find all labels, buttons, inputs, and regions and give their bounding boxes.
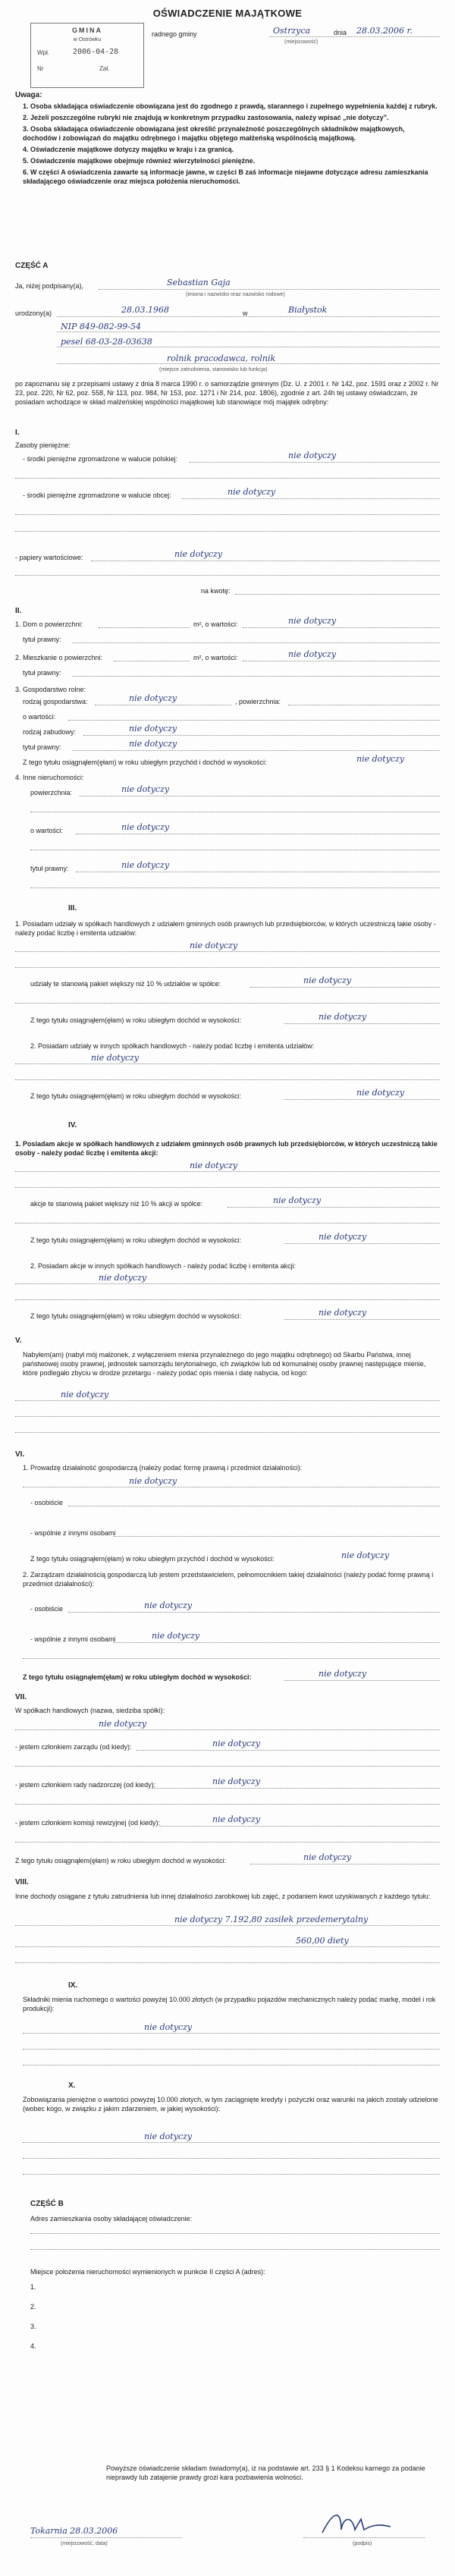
place-date-value: Tokarnia 28.03.2006 — [30, 2526, 118, 2536]
house-label: 1. Dom o powierzchni: — [15, 620, 83, 628]
location-item: 1. — [30, 2283, 36, 2291]
s3-value: nie dotyczy — [190, 941, 238, 950]
born-value: 28.03.1968 — [121, 305, 169, 315]
s7-supervisory-value: nie dotyczy — [212, 1776, 261, 1786]
pln-label: - środki pieniężne zgromadzone w walucie polskiej: — [23, 455, 178, 463]
section-9-num: IX. — [68, 1981, 78, 1990]
s7-supervisory-label: - jestem członkiem rady nadzorczej (od kiedy): — [15, 1781, 156, 1789]
signer-label: Ja, niżej podpisany(a), — [15, 282, 84, 290]
farm-area-label: , powierzchnia: — [235, 698, 281, 705]
other-label: 4. Inne nieruchomości: — [15, 774, 84, 781]
address-label: Adres zamieszkania osoby składającej oświadczenie: — [30, 2215, 193, 2223]
section-8-num: VIII. — [15, 1878, 29, 1886]
farm-label: 3. Gospodarstwo rolne: — [15, 686, 86, 693]
s3-income-label: Z tego tytułu osiągnąłem(ęłam) w roku ubiegłym dochód w wysokości: — [30, 1016, 242, 1024]
s3-other-value: nie dotyczy — [91, 1053, 140, 1063]
farm-build-label: rodzaj zabudowy: — [23, 728, 77, 736]
stamp-annex-label: Zał. — [99, 65, 110, 72]
signature-caption: (podpis) — [353, 2541, 372, 2546]
s4-other-value: nie dotyczy — [99, 1273, 147, 1283]
s5-value: nie dotyczy — [61, 1390, 109, 1400]
nip-value: NIP 849-082-99-54 — [61, 322, 142, 331]
location-item: 2. — [30, 2303, 36, 2311]
section-2-num: II. — [15, 607, 22, 615]
location-item: 3. — [30, 2323, 36, 2330]
section-6-num: VI. — [15, 1450, 25, 1459]
employer-caption: (miejsce zatrudnienia, stanowisko lub funkcja) — [159, 367, 268, 372]
s7-company-value: nie dotyczy — [99, 1719, 147, 1729]
s6-manage-label: 2. Zarządzam działalnością gospodarczą lub jestem przedstawicielem, pełnomocnikiem takiej działalności (należy podać formę prawną i przedmiot działalności): — [23, 1571, 434, 1588]
s3-income-value: nie dotyczy — [318, 1012, 367, 1022]
s4-other-label: 2. Posiadam akcje w innych spółkach handlowych - należy podać liczbę i emitenta akcji: — [30, 1262, 297, 1270]
role-label: radnego gminy — [152, 30, 197, 38]
s4-income-label: Z tego tytułu osiągnąłem(ęłam) w roku ubiegłym dochód w wysokości: — [30, 1236, 242, 1244]
note-item: 5. Oświadczenie majątkowe obejmuje również wierzytelności pieniężne. — [23, 157, 256, 165]
note-item: 1. Osoba składająca oświadczenie obowiązana jest do zgodnego z prawdą, starannego i zupełnego wypełnienia każdej z rubryk. — [23, 102, 438, 110]
s3-other-income-label: Z tego tytułu osiągnąłem(ęłam) w roku ubiegłym dochód w wysokości: — [30, 1092, 242, 1100]
s9-value: nie dotyczy — [144, 2022, 193, 2032]
house-value: nie dotyczy — [288, 616, 337, 626]
stamp-incoming-label: Wpł. — [37, 49, 49, 56]
pesel-value: pesel 68-03-28-03638 — [61, 337, 152, 347]
other-value-label: o wartości: — [30, 827, 64, 834]
note-item: 3. Osoba składająca oświadczenie obowiązana jest określić przynależność poszczególnych składników majątkowych, dochodów i zobowiązań do majątku odrębnego i majątku objętego małżeńską wspólnością majątkową. — [23, 125, 405, 142]
stamp-office: GMINA — [72, 27, 102, 34]
section-1-num: I. — [15, 429, 20, 437]
s10-text: Zobowiązania pieniężne o wartości powyżej 10.000 złotych, w tym zaciągnięte kredyty i pożyczki oraz warunki na jakich zostały udzielone (wobec kogo, w związku z jakim zdarzeniem, w jakiej wysokości): — [23, 2096, 438, 2113]
location-item: 4. — [30, 2342, 36, 2350]
s6-manage-personal-label: - osobiście — [30, 1605, 64, 1613]
header-date: 28.03.2006 r. — [356, 26, 413, 36]
s4-other-income-label: Z tego tytułu osiągnąłem(ęłam) w roku ubiegłym dochód w wysokości: — [30, 1312, 242, 1320]
s6-biz-label: 1. Prowadzę działalność gospodarczą (należy podać formę prawną i przedmiot działalności): — [23, 1464, 303, 1472]
s7-board-value: nie dotyczy — [212, 1739, 261, 1748]
note-item: 2. Jeżeli poszczególne rubryki nie znajdują w konkretnym przypadku zastosowania, należy wpisać „nie dotyczy”. — [23, 114, 389, 121]
s6-manage-joint-label: - wspólnie z innymi osobami — [30, 1635, 116, 1643]
s3-other-label: 2. Posiadam udziały w innych spółkach handlowych - należy podać liczbę i emitenta udziałów: — [30, 1042, 315, 1050]
section-10-num: X. — [68, 2081, 76, 2090]
other-value-value: nie dotyczy — [121, 822, 170, 832]
amount-label: na kwotę: — [201, 587, 231, 595]
farm-income-value: nie dotyczy — [356, 754, 405, 764]
farm-title-label: tytuł prawny: — [23, 743, 61, 751]
s7-company-label: W spółkach handlowych (nazwa, siedziba spółki): — [15, 1707, 165, 1714]
s7-income-label: Z tego tytułu osiągnąłem(ęłam) w roku ubiegłym dochód w wysokości: — [15, 1857, 227, 1864]
notes-list — [23, 102, 440, 188]
note-item: 4. Oświadczenie majątkowe dotyczy majątku w kraju i za granicą. — [23, 146, 234, 153]
flat-unit: m², o wartości: — [193, 654, 238, 661]
s4-income-value: nie dotyczy — [318, 1232, 367, 1242]
securities-value: nie dotyczy — [174, 549, 223, 559]
s10-value: nie dotyczy — [144, 2131, 193, 2141]
s5-text: Nabyłem(am) (nabył mój małżonek, z wyłączeniem mienia przynależnego do jego majątku odrębnego) od Skarbu Państwa, innej państwowej osoby prawnej, jednostek samorządu terytorialnego, ich związków lub od komunalnej osoby prawnej następujące mienie, które podlegało zbyciu w drodze przetargu - należy podać opis mienia i datę nabycia, od kogo: — [23, 1351, 426, 1377]
stamp-sub: w Ostrówku — [73, 37, 102, 42]
s3-text: 1. Posiadam udziały w spółkach handlowych z udziałem gminnych osób prawnych lub przedsiębiorców, w których uczestniczą takie osoby - należy podać liczbę i emitenta udziałów: — [15, 920, 436, 937]
s4-other-income-value: nie dotyczy — [318, 1308, 367, 1318]
securities-label: - papiery wartościowe: — [15, 554, 83, 561]
location-label: Miejsce położenia nieruchomości wymienionych w punkcie II części A (adres): — [30, 2268, 265, 2276]
farm-title-value: nie dotyczy — [129, 739, 177, 749]
farm-type-label: rodzaj gospodarstwa: — [23, 698, 88, 705]
farm-income-label: Z tego tytułu osiągnąłem(ęłam) w roku ubiegłym przychód i dochód w wysokości: — [23, 759, 267, 766]
flat-title-label: tytuł prawny: — [23, 669, 61, 677]
s4-text: 1. Posiadam akcje w spółkach handlowych z udziałem gminnych osób prawnych lub przedsiębiorców, w których uczestniczą takie osoby - należy podać liczbę i emitenta akcji: — [15, 1140, 438, 1157]
flat-label: 2. Mieszkanie o powierzchni: — [15, 654, 103, 661]
section-5-num: V. — [15, 1337, 22, 1345]
signer-caption: (imiona i nazwisko oraz nazwisko rodowe) — [186, 292, 285, 297]
s6-manage-income-value: nie dotyczy — [318, 1669, 367, 1679]
s8-value-2: 560,00 diety — [296, 1936, 349, 1946]
header-date-label: dnia — [334, 29, 347, 36]
house-unit: m², o wartości: — [193, 620, 238, 628]
header-place-caption: (miejscowość) — [284, 39, 318, 45]
s4-value: nie dotyczy — [190, 1161, 238, 1170]
stamp-ref-label: Nr — [37, 65, 44, 72]
cash-label: Zasoby pieniężne: — [15, 441, 71, 449]
section-7-num: VII. — [15, 1693, 27, 1701]
s6-manage-joint-value: nie dotyczy — [152, 1631, 200, 1641]
place-date-caption: (miejscowość, data) — [61, 2541, 108, 2546]
pln-value: nie dotyczy — [288, 451, 337, 460]
part-a-title: CZĘŚĆ A — [15, 262, 49, 270]
farm-build-value: nie dotyczy — [129, 724, 177, 734]
s6-manage-personal-value: nie dotyczy — [144, 1601, 193, 1610]
registration-stamp — [30, 23, 144, 88]
foreign-value: nie dotyczy — [228, 487, 276, 497]
signer-value: Sebastian Gaja — [167, 278, 231, 287]
s6-income-label: Z tego tytułu osiągnąłem(ęłam) w roku ubiegłym przychód i dochód w wysokości: — [30, 1555, 275, 1563]
other-area-label: powierzchnia: — [30, 789, 73, 796]
section-3-num: III. — [68, 904, 77, 913]
foreign-label: - środki pieniężne zgromadzone w walucie obcej: — [23, 492, 171, 499]
s7-income-value: nie dotyczy — [303, 1852, 352, 1862]
stamp-date: 2006-04-28 — [73, 48, 119, 56]
document-title: OŚWIADCZENIE MAJĄTKOWE — [152, 8, 303, 19]
note-item: 6. W części A oświadczenia zawarte są informacje jawne, w części B zaś informacje niejawne dotyczące adresu zamieszkania składającego oświadczenie oraz miejsca położenia nieruchomości. — [23, 168, 428, 185]
handwritten-signature — [318, 2507, 394, 2539]
s8-value-1: nie dotyczy 7.192,80 zasiłek przedemerytalny — [174, 1915, 369, 1924]
s3-pkg-label: udziały te stanowią pakiet większy niż 10 % udziałów w spółce: — [30, 980, 221, 988]
part-b-title: CZĘŚĆ B — [30, 2200, 64, 2208]
s6-manage-income-label: Z tego tytułu osiągnąłem(ęłam) w roku ubiegłym dochód w wysokości: — [23, 1673, 252, 1681]
born-in-value: Białystok — [288, 305, 328, 315]
s7-audit-value: nie dotyczy — [212, 1814, 261, 1824]
flat-value: nie dotyczy — [288, 649, 337, 659]
s6-biz-value: nie dotyczy — [129, 1476, 177, 1486]
notes-title: Uwaga: — [15, 91, 42, 99]
other-title-label: tytuł prawny: — [30, 865, 69, 872]
s6-personal-label: - osobiście — [30, 1499, 64, 1506]
s6-income-value: nie dotyczy — [341, 1550, 390, 1560]
house-title-label: tytuł prawny: — [23, 636, 61, 643]
s8-text: Inne dochody osiągane z tytułu zatrudnienia lub innej działalności zarobkowej lub zajęć, z podaniem kwot uzyskiwanych z każdego tytułu: — [15, 1893, 431, 1900]
s9-text: Składniki mienia ruchomego o wartości powyżej 10.000 złotych (w przypadku pojazdów mechanicznych należy podać markę, model i rok produkcji): — [23, 1996, 436, 2012]
s7-board-label: - jestem członkiem zarządu (od kiedy): — [15, 1743, 132, 1751]
born-label: urodzony(a) — [15, 309, 52, 317]
section-4-num: IV. — [68, 1121, 77, 1129]
header-place: Ostrzyca — [273, 26, 311, 36]
farm-type-value: nie dotyczy — [129, 693, 177, 703]
s3-other-income-value: nie dotyczy — [356, 1088, 405, 1098]
s4-pkg-value: nie dotyczy — [273, 1195, 322, 1205]
intro-text: po zapoznaniu się z przepisami ustawy z dnia 8 marca 1990 r. o samorządzie gminnym (Dz. U. z 2001 r. Nr 142, poz. 1591 oraz z 2002 r. Nr 23, poz. 220, Nr 62, poz. 558, Nr 113, poz. 984, Nr 153, poz. 1271 i Nr 214, poz. 1806), zgodnie z art. 24h tej ustawy oświadczam, że posiadam wchodzące w skład małżeńskiej wspólności majątkowej lub stanowiące mój majątek odrębny: — [15, 380, 439, 406]
legal-statement: Powyższe oświadczenie składam świadomy(a), iż na podstawie art. 233 § 1 Kodeksu karnego za podanie nieprawdy lub zatajenie prawdy grozi kara pozbawienia wolności. — [106, 2464, 425, 2481]
s4-pkg-label: akcje te stanowią pakiet większy niż 10 % akcji w spółce: — [30, 1200, 203, 1208]
s7-audit-label: - jestem członkiem komisji rewizyjnej (od kiedy): — [15, 1819, 161, 1827]
born-in-label: w — [243, 309, 248, 317]
farm-value-label: o wartości: — [23, 713, 56, 721]
employer-value: rolnik pracodawca, rolnik — [167, 353, 276, 363]
other-area-value: nie dotyczy — [121, 784, 170, 794]
s3-pkg-value: nie dotyczy — [303, 975, 352, 985]
other-title-value: nie dotyczy — [121, 860, 170, 870]
s6-joint-label: - wspólnie z innymi osobami — [30, 1529, 116, 1537]
